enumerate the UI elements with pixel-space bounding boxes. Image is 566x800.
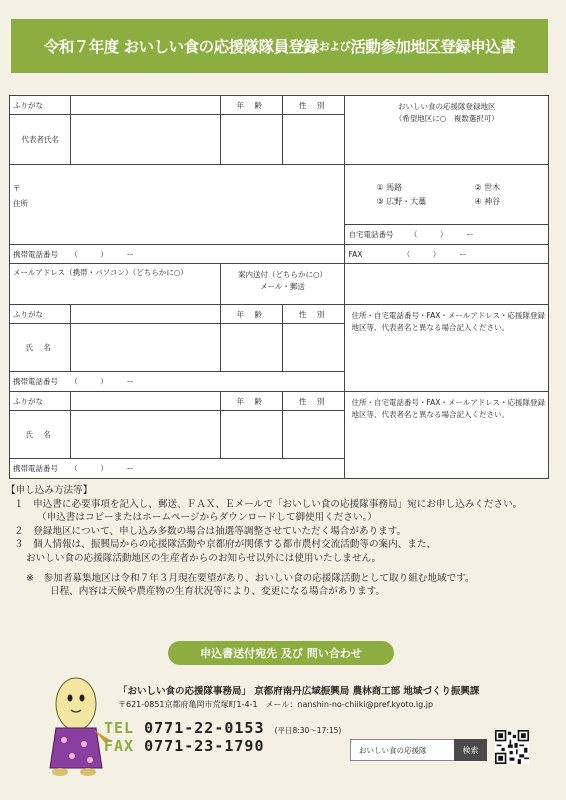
- search-box[interactable]: おいしい食の応援隊: [350, 739, 455, 761]
- member2-note: 住所・自宅電話番号・FAX・メールアドレス・応援隊登録地区等、代表者名と異なる場合記入ください。: [345, 392, 549, 479]
- region-option-2[interactable]: ② 世木: [474, 182, 501, 192]
- region-title: おいしい食の応援隊登録地区: [397, 102, 496, 111]
- method-item-3: ３ 個人情報は、振興局からの応援隊活動や京都府が関係する都市農村交流活動等の案内、また、: [14, 539, 437, 551]
- office-name: 「おいしい食の応援隊事務局」 京都府南丹広域振興局 農林商工部 地域づくり振興課: [118, 686, 480, 697]
- rep-name-field[interactable]: [71, 115, 220, 165]
- qr-code-icon[interactable]: [495, 730, 529, 764]
- title-main: 令和７年度 おいしい食の応援隊隊員登録: [43, 38, 319, 56]
- fax-cell[interactable]: [345, 245, 549, 264]
- member1-note: 住所・自宅電話番号・FAX・メールアドレス・応援隊登録地区等、代表者名と異なる場合記入ください。: [345, 305, 549, 392]
- home-phone-label: 自宅電話番号: [348, 230, 394, 239]
- title-small: および: [318, 40, 351, 53]
- region-subtitle: （希望地区に○ 複数選択可）: [394, 113, 499, 123]
- method-note: ※ 参加者募集地区は令和７年３月現在要望があり、おいしい食の応援隊活動として取り組む地域です。: [26, 572, 475, 584]
- tel-label: TEL: [104, 719, 135, 737]
- method-item-1: １ 申込書に必要事項を記入し、郵送、ＦＡＸ、Ｅメールで「おいしい食の応援隊事務局」宛にお申し込みください。: [14, 498, 523, 510]
- member2-age-label: 年 齢: [220, 392, 282, 411]
- member1-name-field[interactable]: [71, 324, 220, 372]
- member1-furigana-field[interactable]: [71, 305, 220, 324]
- region-options-cell: [345, 165, 549, 225]
- rep-furigana-field[interactable]: [71, 96, 220, 115]
- member1-name-label: 氏 名: [10, 324, 71, 372]
- sex-label: 性 別: [283, 96, 345, 115]
- region-option-3[interactable]: ③ 広野・大藁: [376, 196, 427, 206]
- email-cell[interactable]: [10, 264, 221, 305]
- search-button[interactable]: 検索: [454, 739, 487, 761]
- contact-heading-pill: 申込書送付宛先 及び 問い合わせ: [168, 641, 394, 665]
- member1-mobile-cell[interactable]: [10, 372, 345, 392]
- method-item-1-sub: （申込書はコピーまたはホームページからダウンロードして御使用ください。）: [37, 512, 377, 524]
- fax-label: FAX: [348, 249, 363, 259]
- phone-fax-block: [104, 719, 341, 755]
- member1-sex-label: 性 別: [283, 305, 345, 324]
- member1-age-field[interactable]: [220, 324, 282, 372]
- member1-furigana-label: ふりがな: [10, 305, 71, 324]
- age-label: 年 齢: [220, 96, 282, 115]
- member1-mobile-paren: （ ） ー: [70, 377, 135, 386]
- mobile-phone-cell[interactable]: [10, 245, 345, 264]
- tel-number: 0771-22-0153: [144, 719, 265, 737]
- application-form-table: [9, 95, 549, 479]
- mobile-paren: （ ） ー: [70, 249, 135, 259]
- home-phone-cell[interactable]: [345, 225, 549, 245]
- email-label: メールアドレス（携帯・パソコン）（どちらかに○）: [13, 268, 188, 277]
- member2-furigana-label: ふりがな: [10, 392, 71, 411]
- method-item-2: ２ 登録地区について、申し込み多数の場合は抽選等調整させていただく場合があります。: [14, 525, 407, 537]
- form-title-banner: [11, 19, 548, 73]
- method-heading: 【申し込み方法等】: [6, 485, 93, 496]
- member2-name-label: 氏 名: [10, 411, 71, 459]
- guide-options: メール・郵送: [260, 281, 305, 291]
- address-cell[interactable]: [10, 165, 345, 245]
- region-header-cell: [345, 96, 549, 165]
- guide-cell[interactable]: [220, 264, 345, 305]
- member1-age-label: 年 齢: [220, 305, 282, 324]
- member2-furigana-field[interactable]: [71, 392, 220, 411]
- office-address: 〒621-0851京都府亀岡市荒塚町1-4-1 メール：nanshin-no-chiiki@pref.kyoto.lg.jp: [118, 700, 434, 709]
- rep-age-field[interactable]: [220, 115, 282, 165]
- rep-sex-field[interactable]: [283, 115, 345, 165]
- postal-mark: 〒: [13, 184, 21, 193]
- application-method-section: [6, 484, 554, 599]
- fax-number: 0771-23-1790: [144, 737, 265, 755]
- title-end: 活動参加地区登録申込書: [350, 38, 516, 56]
- method-note-sub: 日程、内容は天候や農産物の生育状況等により、変更になる場合があります。: [50, 586, 386, 598]
- fax-paren: （ ） ー: [402, 249, 467, 259]
- member2-mobile-label: 携帯電話番号: [13, 464, 58, 473]
- guide-label: 案内送付（どちらかに○）: [237, 270, 328, 279]
- furigana-label: ふりがな: [10, 96, 71, 115]
- member2-mobile-cell[interactable]: [10, 459, 345, 479]
- home-phone-paren: （ ） ー: [409, 230, 474, 239]
- member2-mobile-paren: （ ） ー: [70, 464, 135, 473]
- fax-label-contact: FAX: [104, 737, 135, 755]
- method-item-3-sub: おいしい食の応援隊活動地区の生産者からのお知らせ以外には使用いたしません。: [26, 552, 382, 564]
- rep-name-label: 代表者氏名: [10, 115, 71, 165]
- address-label: 住所: [13, 199, 28, 208]
- member1-mobile-label: 携帯電話番号: [13, 377, 58, 386]
- region-option-1[interactable]: ① 馬路: [376, 182, 403, 192]
- region-option-4[interactable]: ④ 神谷: [474, 196, 501, 206]
- member2-age-field[interactable]: [220, 411, 282, 459]
- member1-sex-field[interactable]: [283, 324, 345, 372]
- office-hours: (平日8:30〜17:15): [274, 726, 342, 735]
- member2-sex-field[interactable]: [283, 411, 345, 459]
- member2-name-field[interactable]: [71, 411, 220, 459]
- member2-sex-label: 性 別: [283, 392, 345, 411]
- blank-cell: [345, 264, 549, 305]
- mobile-label: 携帯電話番号: [13, 249, 58, 259]
